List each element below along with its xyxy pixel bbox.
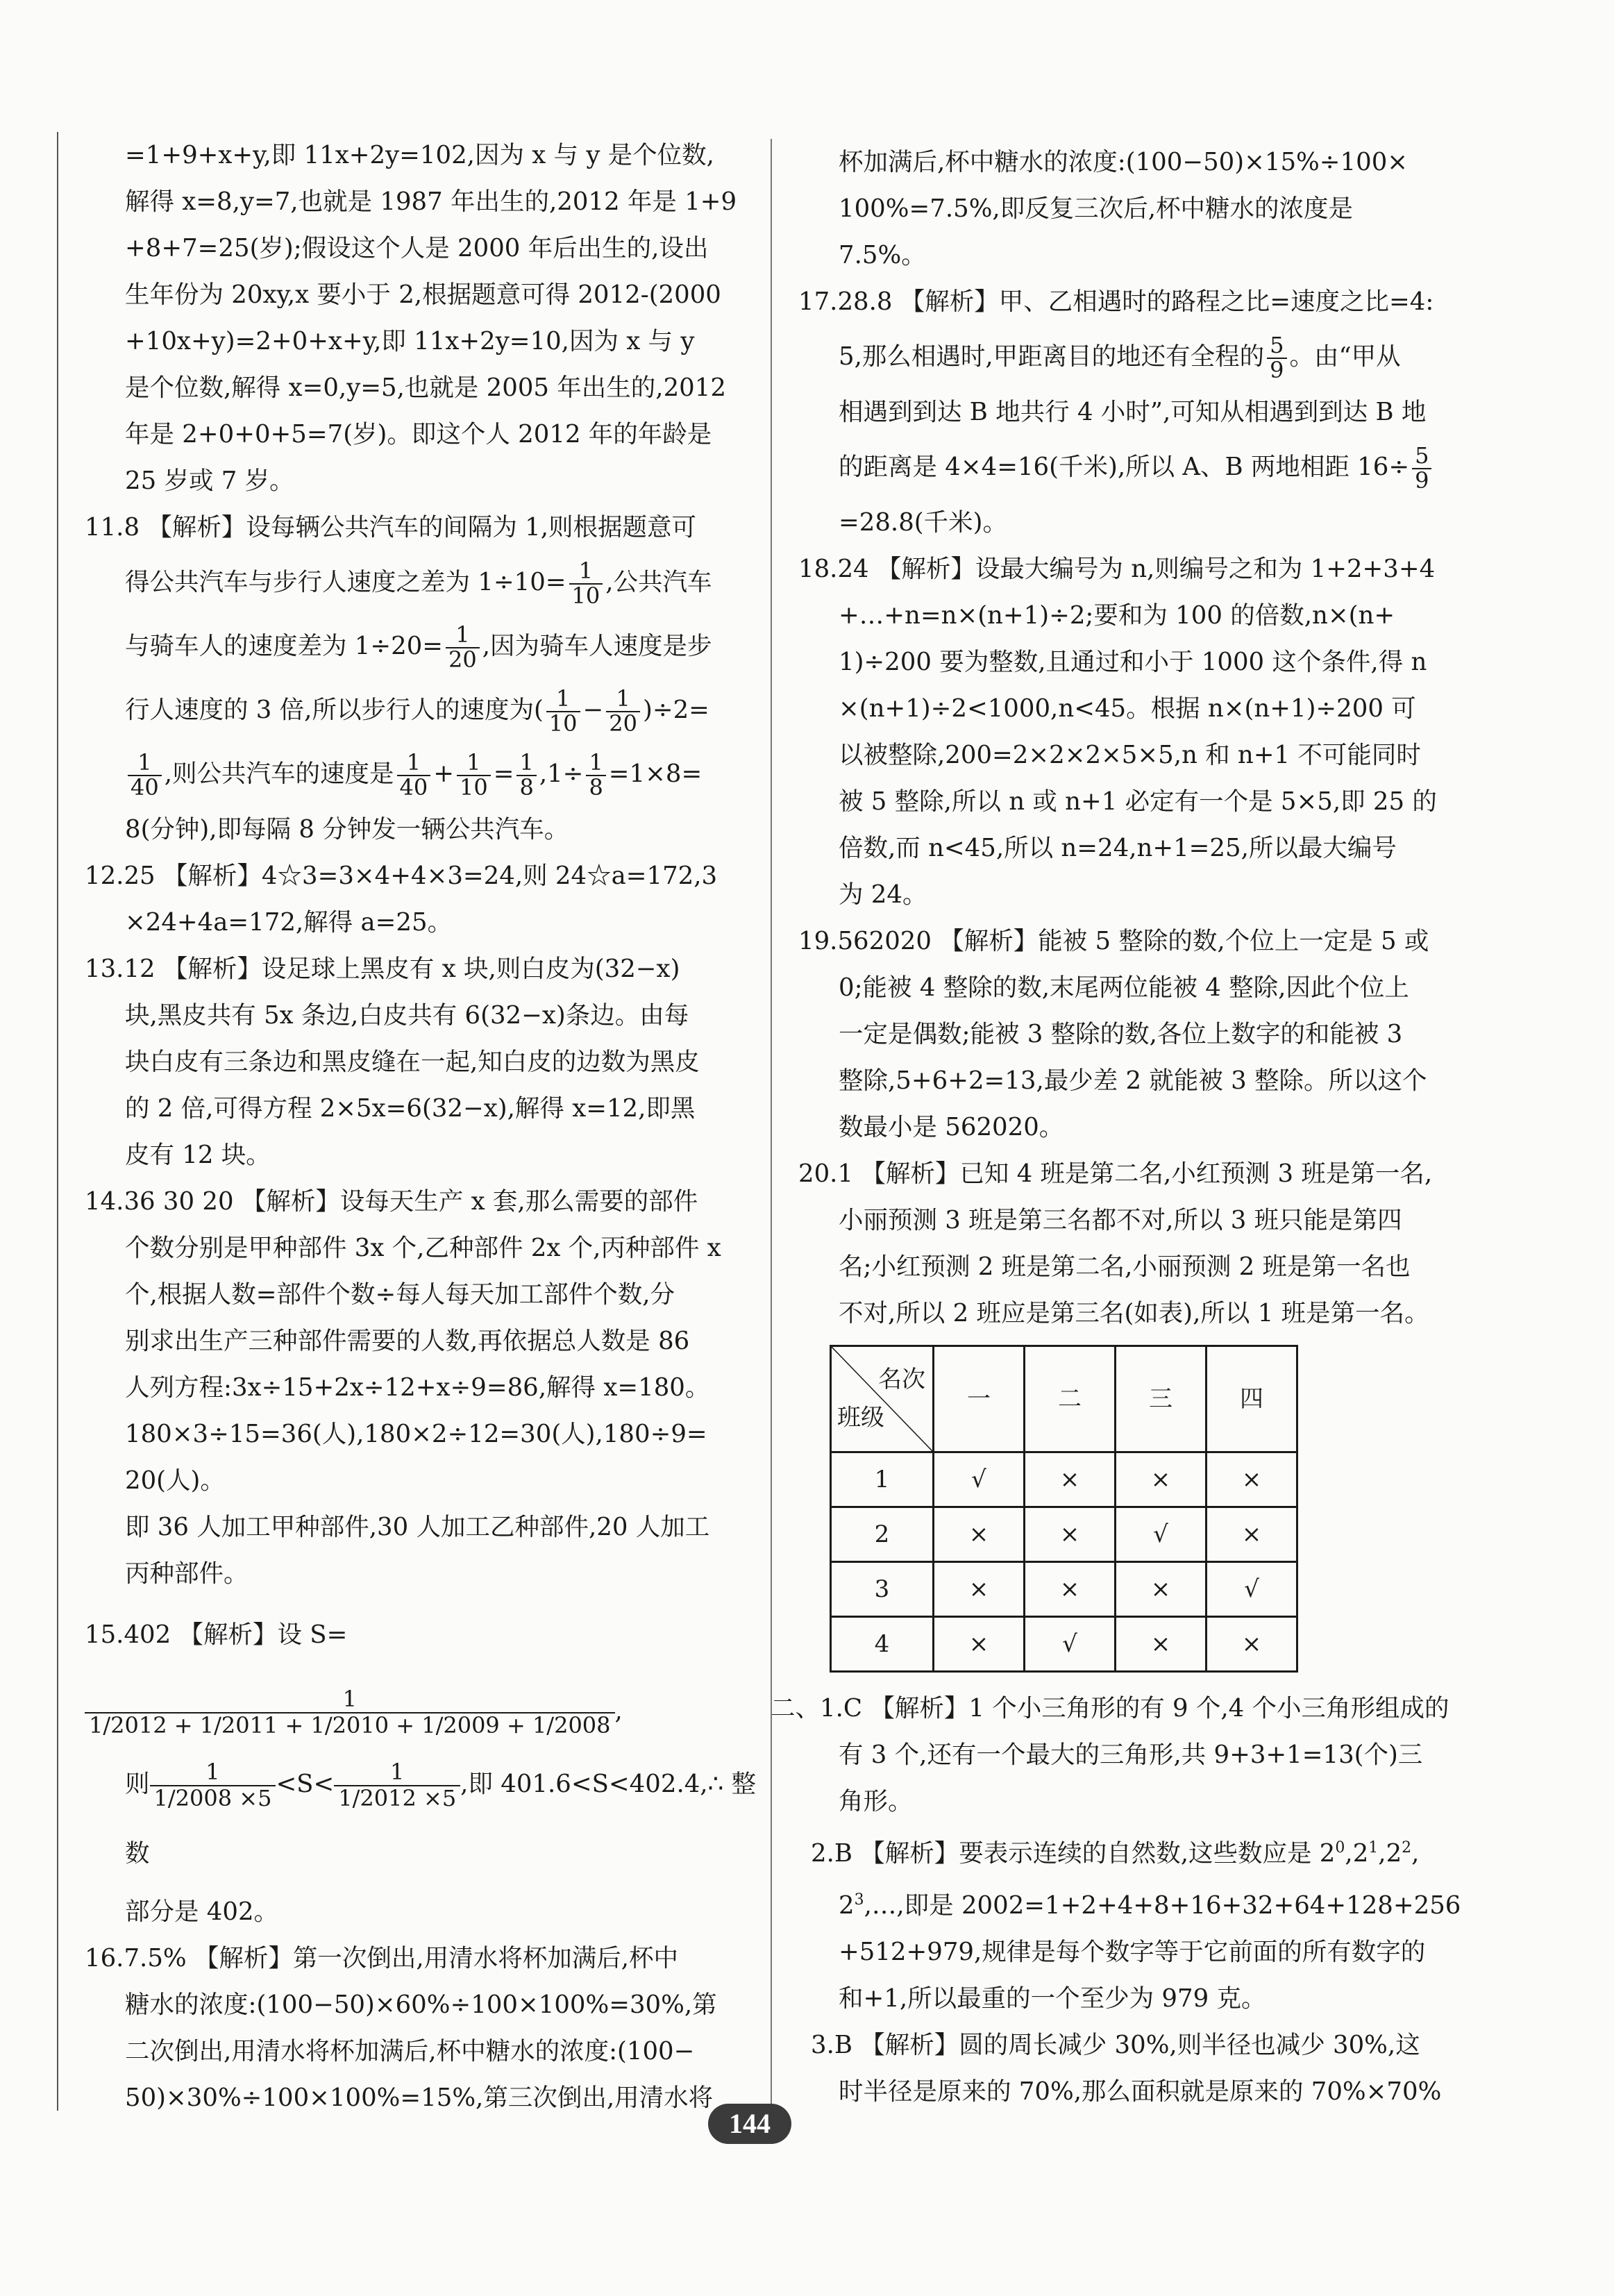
table-row xyxy=(831,1617,1297,1672)
fraction: $\frac{1}{20}$ xyxy=(606,687,640,735)
q14-line: 个,根据人数=部件个数÷每人每天加工部件个数,分 xyxy=(125,1280,675,1309)
table-cell: √ xyxy=(1207,1562,1297,1617)
table-row xyxy=(831,1452,1297,1507)
q19-line: 数最小是 562020。 xyxy=(839,1113,1064,1141)
fraction: $\frac{1}{8}$ xyxy=(516,751,536,799)
q20-line: 小丽预测 3 班是第三名都不对,所以 3 班只能是第四 xyxy=(839,1206,1402,1234)
table-cell: √ xyxy=(1116,1507,1207,1562)
table-cell: × xyxy=(934,1562,1025,1617)
table-cell: 3 xyxy=(831,1562,934,1617)
page-number: 144 xyxy=(708,2104,791,2144)
q11-line: 与骑车人的速度差为 1÷20= $\frac{1}{20}$ ,因为骑车人速度是步 xyxy=(125,621,712,673)
text-line: 年是 2+0+0+5=7(岁)。即这个人 2012 年的年龄是 xyxy=(125,420,712,449)
q17-line: 17.28.8 【解析】甲、乙相遇时的路程之比=速度之比=4: xyxy=(798,287,1434,316)
q13-line: 块,黑皮共有 5x 条边,白皮共有 6(32−x)条边。由每 xyxy=(125,1001,689,1030)
fraction: $\frac{1}{1/2012 \times 5}$ xyxy=(334,1760,460,1810)
q15-line: 部分是 402。 xyxy=(125,1897,279,1926)
q18-line: ×(n+1)÷2<1000,n<45。根据 n×(n+1)÷200 可 xyxy=(839,694,1416,723)
q15-line: 则 $\frac{1}{1/2008 \times 5}$ <S< $\frac{1}{1/2012 \times 5}$ ,即 401.6<S<402.4,∴ 整数 xyxy=(125,1759,756,1868)
q11-line: 8(分钟),即每隔 8 分钟发一辆公共汽车。 xyxy=(125,815,569,844)
corner-label-rank: 名次 xyxy=(878,1366,925,1393)
q20-line: 名;小红预测 2 班是第二名,小丽预测 2 班是第一名也 xyxy=(839,1252,1411,1281)
table-cell: × xyxy=(1116,1617,1207,1672)
text-line: 是个位数,解得 x=0,y=5,也就是 2005 年出生的,2012 xyxy=(125,374,726,402)
table-header: 一 xyxy=(934,1346,1025,1452)
q14-line: 丙种部件。 xyxy=(125,1559,249,1588)
table-header: 四 xyxy=(1207,1346,1297,1452)
q14-line: 人列方程:3x÷15+2x÷12+x÷9=86,解得 x=180。 xyxy=(125,1373,710,1402)
table-header-row xyxy=(831,1346,1297,1452)
q14-line: 20(人)。 xyxy=(125,1466,225,1495)
q19-line: 0;能被 4 整除的数,末尾两位能被 4 整除,因此个位上 xyxy=(839,973,1409,1002)
corner-label-class: 班级 xyxy=(837,1404,884,1432)
table-row xyxy=(831,1562,1297,1617)
table-cell: × xyxy=(1116,1452,1207,1507)
text-line: 25 岁或 7 岁。 xyxy=(125,467,294,495)
right-column xyxy=(771,139,1527,2115)
s2q3-line: 3.B 【解析】圆的周长减少 30%,则半径也减少 30%,这 xyxy=(811,2030,1420,2059)
table-header: 二 xyxy=(1025,1346,1116,1452)
fraction: $\frac{1}{8}$ xyxy=(586,751,605,799)
q11-line: 行人速度的 3 倍,所以步行人的速度为( $\frac{1}{10}$ − $\frac{1}{20}$ )÷2= xyxy=(125,685,709,737)
q13-line: 皮有 12 块。 xyxy=(125,1141,271,1169)
table-cell: √ xyxy=(934,1452,1025,1507)
q11-line: 11.8 【解析】设每辆公共汽车的间隔为 1,则根据题意可 xyxy=(85,513,696,542)
table-cell: × xyxy=(1025,1452,1116,1507)
fraction: $\frac{1}{20}$ xyxy=(446,623,480,671)
q19-line: 19.562020 【解析】能被 5 整除的数,个位上一定是 5 或 xyxy=(798,927,1429,955)
q18-line: +…+n=n×(n+1)÷2;要和为 100 的倍数,n×(n+ xyxy=(839,601,1395,630)
s2q2-line: +512+979,规律是每个数字等于它前面的所有数字的 xyxy=(839,1937,1426,1966)
text-line: +8+7=25(岁);假设这个人是 2000 年后出生的,设出 xyxy=(125,234,709,262)
table-header: 三 xyxy=(1116,1346,1207,1452)
q17-line: 相遇到到达 B 地共行 4 小时”,可知从相遇到到达 B 地 xyxy=(839,398,1427,426)
s2q1-line: 二、1.C 【解析】1 个小三角形的有 9 个,4 个小三角形组成的 xyxy=(771,1694,1449,1723)
q12-line: ×24+4a=172,解得 a=25。 xyxy=(125,908,453,937)
fraction: $\frac{1}{40}$ xyxy=(128,751,162,799)
q17-line: =28.8(千米)。 xyxy=(839,508,1007,537)
fraction: $\frac{5}{9}$ xyxy=(1267,334,1286,382)
q16-line: 杯加满后,杯中糖水的浓度:(100−50)×15%÷100× xyxy=(839,148,1409,176)
q16-line: 100%=7.5%,即反复三次后,杯中糖水的浓度是 xyxy=(839,194,1353,223)
q20-line: 不对,所以 2 班应是第三名(如表),所以 1 班是第一名。 xyxy=(839,1299,1429,1327)
s2q2-line: 和+1,所以最重的一个至少为 979 克。 xyxy=(839,1984,1266,2013)
q19-line: 一定是偶数;能被 3 整除的数,各位上数字的和能被 3 xyxy=(839,1020,1403,1048)
q16-line: 16.7.5% 【解析】第一次倒出,用清水将杯加满后,杯中 xyxy=(85,1944,678,1972)
q20-line: 20.1 【解析】已知 4 班是第二名,小红预测 3 班是第一名, xyxy=(798,1159,1433,1188)
s2q3-line: 时半径是原来的 70%,那么面积就是原来的 70%×70% xyxy=(839,2077,1442,2106)
q14-line: 个数分别是甲种部件 3x 个,乙种部件 2x 个,丙种部件 x xyxy=(125,1234,721,1262)
table-cell: × xyxy=(934,1617,1025,1672)
q18-line: 18.24 【解析】设最大编号为 n,则编号之和为 1+2+3+4 xyxy=(798,555,1436,583)
s2q1-line: 有 3 个,还有一个最大的三角形,共 9+3+1=13(个)三 xyxy=(839,1741,1423,1769)
q16-line: 二次倒出,用清水将杯加满后,杯中糖水的浓度:(100− xyxy=(125,2037,695,2065)
table-cell: × xyxy=(1025,1562,1116,1617)
s2q1-line: 角形。 xyxy=(839,1787,913,1816)
table-row xyxy=(831,1507,1297,1562)
q18-line: 为 24。 xyxy=(839,880,927,909)
q16-line: 糖水的浓度:(100−50)×60%÷100×100%=30%,第 xyxy=(125,1991,717,2019)
q16-line: 7.5%。 xyxy=(839,241,926,269)
q14-line: 14.36 30 20 【解析】设每天生产 x 套,那么需要的部件 xyxy=(85,1187,698,1216)
table-cell: × xyxy=(1207,1617,1297,1672)
q16-line: 50)×30%÷100×100%=15%,第三次倒出,用清水将 xyxy=(125,2084,714,2112)
table-cell: × xyxy=(1207,1452,1297,1507)
q13-line: 块白皮有三条边和黑皮缝在一起,知白皮的边数为黑皮 xyxy=(125,1048,700,1076)
q13-line: 的 2 倍,可得方程 2×5x=6(32−x),解得 x=12,即黑 xyxy=(125,1094,696,1123)
table-cell: √ xyxy=(1025,1617,1116,1672)
table-cell: × xyxy=(1116,1562,1207,1617)
q18-line: 被 5 整除,所以 n 或 n+1 必定有一个是 5×5,即 25 的 xyxy=(839,787,1437,816)
q14-line: 别求出生产三种部件需要的人数,再依据总人数是 86 xyxy=(125,1327,690,1355)
q15-line: 15.402 【解析】设 S= $\frac{1}{1/2012 + 1/2011 + 1/2010 + 1/2009 + 1/2008}$ , xyxy=(85,1620,623,1738)
q18-line: 倍数,而 n<45,所以 n=24,n+1=25,所以最大编号 xyxy=(839,834,1397,862)
q12-line: 12.25 【解析】4☆3=3×4+4×3=24,则 24☆a=172,3 xyxy=(85,862,718,890)
q17-line: 5,那么相遇时,甲距离目的地还有全程的 $\frac{5}{9}$ 。由“甲从 xyxy=(839,331,1401,383)
fraction: $\frac{5}{9}$ xyxy=(1412,444,1431,492)
q18-line: 1)÷200 要为整数,且通过和小于 1000 这个条件,得 n xyxy=(839,648,1427,676)
fraction: $\frac{1}{10}$ xyxy=(569,560,603,607)
q11-line: 得公共汽车与步行人速度之差为 1÷10= $\frac{1}{10}$ ,公共汽车 xyxy=(125,557,712,609)
fraction: $\frac{1}{10}$ xyxy=(546,687,580,735)
fraction: $\frac{1}{1/2008 \times 5}$ xyxy=(150,1760,276,1810)
q18-line: 以被整除,200=2×2×2×5×5,n 和 n+1 不可能同时 xyxy=(839,741,1421,769)
text-line: =1+9+x+y,即 11x+2y=102,因为 x 与 y 是个位数, xyxy=(125,141,714,169)
text-line: 解得 x=8,y=7,也就是 1987 年出生的,2012 年是 1+9 xyxy=(125,187,737,216)
fraction: $\frac{1}{10}$ xyxy=(457,751,491,799)
q13-line: 13.12 【解析】设足球上黑皮有 x 块,则白皮为(32−x) xyxy=(85,955,680,983)
left-column xyxy=(57,132,779,2111)
table-cell: × xyxy=(1025,1507,1116,1562)
table-cell: 4 xyxy=(831,1617,934,1672)
q11-line: $\frac{1}{40}$ ,则公共汽车的速度是 $\frac{1}{40}$ + $\frac{1}{10}$ = $\frac{1}{8}$ ,1÷ $\frac{1}{8}$ =1×8= xyxy=(85,742,779,806)
fraction: $\frac{1}{40}$ xyxy=(397,751,431,799)
table-cell: 2 xyxy=(831,1507,934,1562)
ranking-table xyxy=(830,1345,1298,1673)
text-line: +10x+y)=2+0+x+y,即 11x+2y=10,因为 x 与 y xyxy=(125,327,695,355)
q17-line: 的距离是 4×4=16(千米),所以 A、B 两地相距 16÷ $\frac{5}{9}$ xyxy=(798,435,1527,499)
s2q2-line: $2^3,\dots$,即是 2002=1+2+4+8+16+32+64+128+256 xyxy=(839,1891,1461,1920)
q14-line: 180×3÷15=36(人),180×2÷12=30(人),180÷9= xyxy=(125,1420,707,1448)
text-line: 生年份为 20xy,x 要小于 2,根据题意可得 2012-(2000 xyxy=(125,280,721,309)
q14-line: 即 36 人加工甲种部件,30 人加工乙种部件,20 人加工 xyxy=(125,1513,710,1541)
q19-line: 整除,5+6+2=13,最少差 2 就能被 3 整除。所以这个 xyxy=(839,1066,1427,1095)
fraction: $\frac{1}{1/2012 + 1/2011 + 1/2010 + 1/2009 + 1/2008}$ xyxy=(85,1687,615,1737)
table-cell: × xyxy=(934,1507,1025,1562)
table-cell: × xyxy=(1207,1507,1297,1562)
table-corner-cell xyxy=(831,1346,934,1452)
table-cell: 1 xyxy=(831,1452,934,1507)
s2q2-line: 2.B 【解析】要表示连续的自然数,这些数应是 $2^0,2^1,2^2$, xyxy=(811,1838,1420,1868)
